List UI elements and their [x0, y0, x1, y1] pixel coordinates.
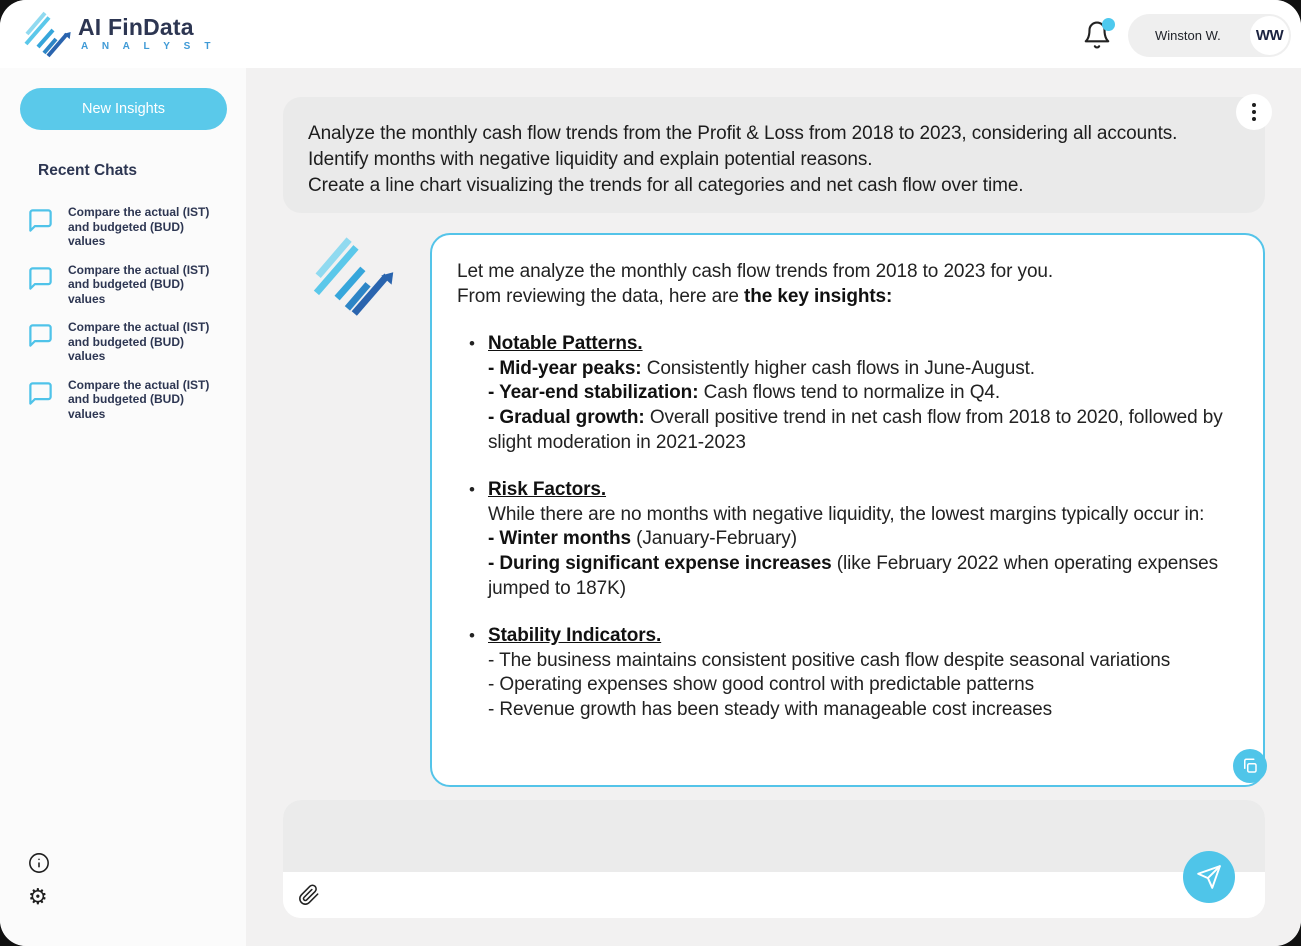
chat-list-item[interactable]	[0, 313, 246, 371]
profile-name: Winston W.	[1155, 28, 1221, 43]
composer-toolbar	[283, 872, 1265, 918]
chat-list-item[interactable]	[0, 371, 246, 429]
bullet-marker: •	[469, 480, 475, 500]
chat-item-label: Compare the actual (IST) and budgeted (BUD) values	[68, 205, 210, 248]
chat-list-item[interactable]	[0, 256, 246, 314]
send-button[interactable]	[1183, 851, 1235, 903]
ai-message-bullet	[457, 624, 1223, 722]
info-icon	[28, 852, 50, 874]
chat-item-label: Compare the actual (IST) and budgeted (BUD) values	[68, 262, 210, 306]
chat-panel	[246, 68, 1301, 946]
notification-badge	[1102, 18, 1115, 31]
ai-assistant-avatar trend-arrow-logo-icon	[308, 231, 404, 317]
profile-menu[interactable]	[1128, 14, 1291, 57]
ai-message-line: While there are no months with negative liquidity, the lowest margins typically occur in:	[488, 503, 1205, 525]
settings-button[interactable]	[28, 886, 52, 910]
gear-icon: ⚙	[28, 884, 48, 909]
ai-message-line: - Revenue growth has been steady with manageable cost increases	[488, 698, 1053, 720]
chat-item-label: Compare the actual (IST) and budgeted (BUD) values	[68, 320, 210, 363]
ai-message-line: - Mid-year peaks: Consistently higher cash flows in June-August.	[488, 357, 1035, 379]
ai-message-line: - Year-end stabilization: Cash flows tend to normalize in Q4.	[488, 382, 1001, 404]
chat-bubble-icon	[27, 207, 54, 234]
info-button[interactable]	[28, 852, 52, 876]
ai-message-line: - During significant expense increases (like February 2022 when operating expenses jumped to 187K)	[488, 552, 1218, 599]
user-message-line: Analyze the monthly cash flow trends from the Profit & Loss from 2018 to 2023, considering all accounts. Identify months with negative liquidity and explain potential reasons.	[308, 123, 1178, 170]
paper-plane-icon	[1196, 864, 1222, 890]
bullet-marker: •	[469, 334, 475, 354]
ai-message-line: Stability Indicators.	[488, 625, 662, 647]
copy-icon	[1241, 757, 1259, 775]
message-input[interactable]	[283, 800, 1265, 872]
chat-bubble-icon	[27, 322, 54, 349]
user-message	[283, 97, 1265, 213]
recent-chats-heading: Recent Chats	[38, 162, 138, 179]
ai-message-paragraph: Let me analyze the monthly cash flow trends from 2018 to 2023 for you.	[457, 261, 1054, 282]
kebab-menu-icon	[1252, 103, 1256, 107]
ai-message	[430, 233, 1265, 787]
ai-message-line: - Gradual growth: Overall positive trend in net cash flow from 2018 to 2020, followed by slight moderation in 2021-2023	[488, 406, 1223, 453]
new-insights-button[interactable]: New Insights	[20, 88, 227, 130]
notification-button[interactable]	[1082, 20, 1114, 52]
chat-bubble-icon	[27, 265, 54, 292]
brand-subtitle: A N A L Y S T	[81, 41, 217, 52]
ai-message-line: - Winter months (January-February)	[488, 528, 797, 550]
ai-message-line: Risk Factors.	[488, 479, 607, 501]
user-message-line: Create a line chart visualizing the trends for all categories and net cash flow over time.	[308, 175, 1024, 196]
bullet-marker: •	[469, 626, 475, 646]
ai-message-paragraph: From reviewing the data, here are the key insights:	[457, 285, 893, 307]
chat-item-label: Compare the actual (IST) and budgeted (BUD) values	[68, 377, 210, 421]
sidebar-footer	[28, 852, 52, 920]
chat-bubble-icon	[27, 380, 54, 407]
recent-chat-list	[0, 198, 246, 428]
chat-list-item[interactable]	[0, 198, 246, 256]
copy-message-button[interactable]	[1233, 749, 1267, 783]
ai-message-line: - Operating expenses show good control with predictable patterns	[488, 674, 1034, 696]
attach-file-button[interactable]	[298, 884, 321, 907]
header	[0, 0, 1301, 68]
brand-title: AI FinData	[78, 14, 194, 40]
ai-message-bullet	[457, 478, 1223, 601]
ai-message-line: Notable Patterns.	[488, 333, 643, 355]
brand-logo	[24, 8, 216, 58]
message-menu-button[interactable]	[1236, 94, 1272, 130]
message-composer	[283, 800, 1265, 918]
paperclip-icon	[298, 884, 320, 906]
sidebar	[0, 68, 246, 946]
trend-arrow-logo-icon	[24, 8, 74, 58]
ai-message-content	[457, 260, 1223, 723]
ai-message-line: - The business maintains consistent positive cash flow despite seasonal variations	[488, 649, 1171, 671]
ai-message-bullet	[457, 332, 1223, 455]
avatar: WW	[1250, 16, 1289, 55]
